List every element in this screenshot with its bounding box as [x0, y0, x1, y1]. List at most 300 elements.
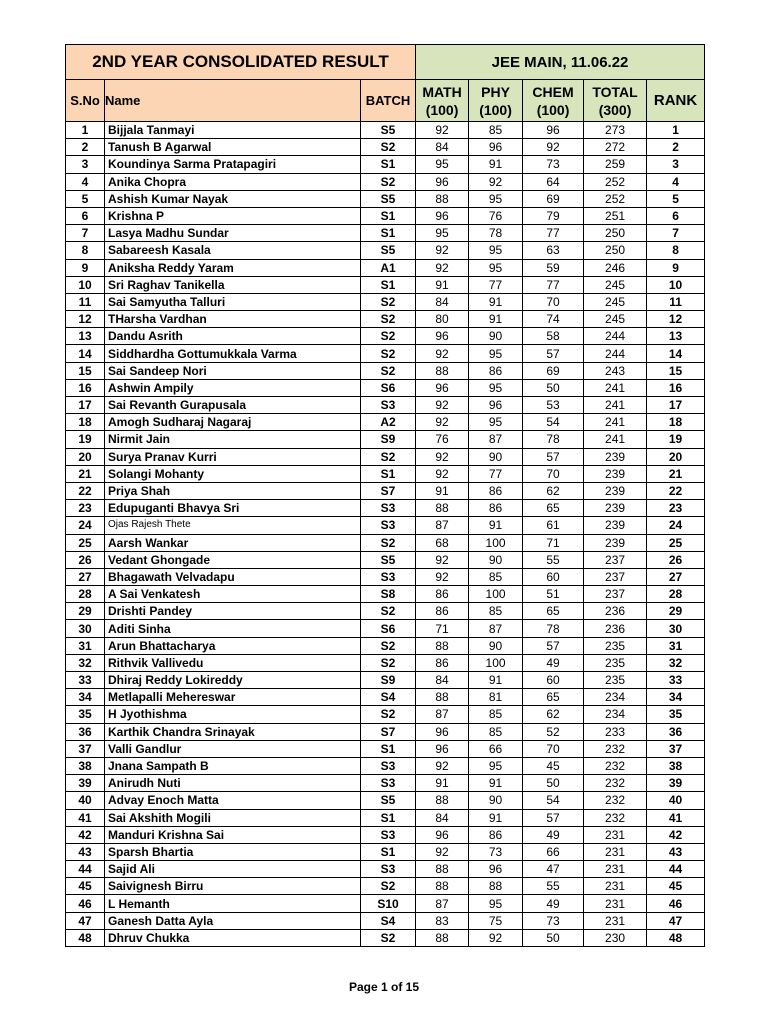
name-cell: L Hemanth	[105, 895, 361, 912]
sno-cell: 32	[66, 654, 105, 671]
header-math	[416, 80, 469, 122]
name-cell: Anika Chopra	[105, 173, 361, 190]
math-cell: 68	[416, 534, 469, 551]
batch-cell: S2	[361, 929, 416, 946]
batch-cell: S5	[361, 122, 416, 139]
chem-cell: 63	[523, 242, 584, 259]
math-cell: 88	[416, 792, 469, 809]
math-cell: 86	[416, 586, 469, 603]
header-name: Name	[105, 80, 361, 122]
sno-cell: 8	[66, 242, 105, 259]
batch-cell: S5	[361, 792, 416, 809]
phy-cell: 73	[469, 843, 523, 860]
chem-cell: 54	[523, 792, 584, 809]
math-cell: 91	[416, 482, 469, 499]
sno-cell: 5	[66, 190, 105, 207]
phy-cell: 90	[469, 551, 523, 568]
batch-cell: S7	[361, 482, 416, 499]
math-cell: 88	[416, 861, 469, 878]
chem-cell: 55	[523, 878, 584, 895]
sno-cell: 37	[66, 740, 105, 757]
math-cell: 92	[416, 448, 469, 465]
sno-cell: 38	[66, 757, 105, 774]
table-row	[66, 362, 705, 379]
rank-cell: 48	[647, 929, 705, 946]
batch-cell: S2	[361, 173, 416, 190]
batch-cell: S3	[361, 568, 416, 585]
sno-cell: 21	[66, 465, 105, 482]
phy-cell: 66	[469, 740, 523, 757]
batch-cell: S2	[361, 345, 416, 362]
name-cell: Metlapalli Mehereswar	[105, 689, 361, 706]
math-cell: 92	[416, 414, 469, 431]
batch-cell: S2	[361, 362, 416, 379]
phy-cell: 86	[469, 482, 523, 499]
total-cell: 246	[584, 259, 647, 276]
batch-cell: S10	[361, 895, 416, 912]
table-row	[66, 586, 705, 603]
chem-cell: 57	[523, 345, 584, 362]
rank-cell: 4	[647, 173, 705, 190]
sno-cell: 10	[66, 276, 105, 293]
batch-cell: S9	[361, 672, 416, 689]
batch-cell: S9	[361, 431, 416, 448]
name-cell: Arun Bhattacharya	[105, 637, 361, 654]
table-row	[66, 207, 705, 224]
rank-cell: 27	[647, 568, 705, 585]
table-row	[66, 414, 705, 431]
table-row	[66, 190, 705, 207]
sno-cell: 23	[66, 500, 105, 517]
rank-cell: 30	[647, 620, 705, 637]
batch-cell: A2	[361, 414, 416, 431]
phy-cell: 91	[469, 156, 523, 173]
header-batch: BATCH	[361, 80, 416, 122]
table-row	[66, 551, 705, 568]
chem-cell: 57	[523, 809, 584, 826]
batch-cell: S1	[361, 156, 416, 173]
name-cell: Krishna P	[105, 207, 361, 224]
sno-cell: 48	[66, 929, 105, 946]
sno-cell: 14	[66, 345, 105, 362]
rank-cell: 3	[647, 156, 705, 173]
phy-cell: 77	[469, 276, 523, 293]
name-cell: Dandu Asrith	[105, 328, 361, 345]
batch-cell: S3	[361, 397, 416, 414]
name-cell: THarsha Vardhan	[105, 311, 361, 328]
chem-cell: 50	[523, 379, 584, 396]
math-cell: 84	[416, 293, 469, 310]
table-row	[66, 878, 705, 895]
name-cell: Priya Shah	[105, 482, 361, 499]
result-table	[65, 44, 705, 947]
rank-cell: 14	[647, 345, 705, 362]
rank-cell: 32	[647, 654, 705, 671]
total-cell: 231	[584, 878, 647, 895]
math-cell: 87	[416, 895, 469, 912]
math-cell: 92	[416, 345, 469, 362]
math-cell: 83	[416, 912, 469, 929]
chem-cell: 47	[523, 861, 584, 878]
name-cell: Aditi Sinha	[105, 620, 361, 637]
math-cell: 92	[416, 242, 469, 259]
total-cell: 237	[584, 568, 647, 585]
chem-cell: 49	[523, 654, 584, 671]
table-row	[66, 173, 705, 190]
rank-cell: 17	[647, 397, 705, 414]
name-cell: Edupuganti Bhavya Sri	[105, 500, 361, 517]
batch-cell: S2	[361, 448, 416, 465]
name-cell: Sai Akshith Mogili	[105, 809, 361, 826]
name-cell: Sajid Ali	[105, 861, 361, 878]
total-cell: 252	[584, 190, 647, 207]
name-cell: Sabareesh Kasala	[105, 242, 361, 259]
total-cell: 241	[584, 431, 647, 448]
name-cell: Vedant Ghongade	[105, 551, 361, 568]
chem-cell: 54	[523, 414, 584, 431]
math-cell: 92	[416, 843, 469, 860]
phy-cell: 91	[469, 517, 523, 534]
chem-cell: 57	[523, 637, 584, 654]
rank-cell: 26	[647, 551, 705, 568]
batch-cell: S6	[361, 620, 416, 637]
math-cell: 92	[416, 757, 469, 774]
rank-cell: 34	[647, 689, 705, 706]
name-cell: Sparsh Bhartia	[105, 843, 361, 860]
sno-cell: 12	[66, 311, 105, 328]
total-cell: 244	[584, 328, 647, 345]
math-cell: 92	[416, 551, 469, 568]
batch-cell: S1	[361, 276, 416, 293]
name-cell: Surya Pranav Kurri	[105, 448, 361, 465]
result-title: 2ND YEAR CONSOLIDATED RESULT	[66, 45, 416, 80]
exam-label: JEE MAIN, 11.06.22	[416, 45, 705, 80]
math-cell: 80	[416, 311, 469, 328]
total-cell: 245	[584, 293, 647, 310]
table-row	[66, 397, 705, 414]
total-cell: 231	[584, 912, 647, 929]
total-cell: 231	[584, 826, 647, 843]
chem-cell: 74	[523, 311, 584, 328]
table-row	[66, 156, 705, 173]
name-cell: A Sai Venkatesh	[105, 586, 361, 603]
result-rows	[66, 122, 705, 947]
header-math-max: (100)	[425, 101, 459, 118]
header-math-label: MATH	[422, 83, 462, 100]
batch-cell: S3	[361, 500, 416, 517]
phy-cell: 95	[469, 414, 523, 431]
total-cell: 232	[584, 775, 647, 792]
rank-cell: 23	[647, 500, 705, 517]
chem-cell: 52	[523, 723, 584, 740]
total-cell: 273	[584, 122, 647, 139]
table-row	[66, 740, 705, 757]
table-row	[66, 637, 705, 654]
header-chem	[523, 80, 584, 122]
header-phy	[469, 80, 523, 122]
phy-cell: 85	[469, 723, 523, 740]
total-cell: 239	[584, 465, 647, 482]
name-cell: Siddhardha Gottumukkala Varma	[105, 345, 361, 362]
total-cell: 234	[584, 689, 647, 706]
sno-cell: 26	[66, 551, 105, 568]
phy-cell: 95	[469, 895, 523, 912]
math-cell: 96	[416, 826, 469, 843]
batch-cell: S5	[361, 551, 416, 568]
total-cell: 237	[584, 551, 647, 568]
header-rank: RANK	[647, 80, 705, 122]
total-cell: 232	[584, 757, 647, 774]
batch-cell: S2	[361, 293, 416, 310]
batch-cell: S1	[361, 809, 416, 826]
sno-cell: 39	[66, 775, 105, 792]
math-cell: 92	[416, 259, 469, 276]
table-row	[66, 843, 705, 860]
rank-cell: 1	[647, 122, 705, 139]
rank-cell: 44	[647, 861, 705, 878]
table-row	[66, 792, 705, 809]
sno-cell: 47	[66, 912, 105, 929]
table-row	[66, 431, 705, 448]
sno-cell: 36	[66, 723, 105, 740]
chem-cell: 79	[523, 207, 584, 224]
name-cell: Aarsh Wankar	[105, 534, 361, 551]
total-cell: 239	[584, 448, 647, 465]
batch-cell: S5	[361, 242, 416, 259]
sno-cell: 4	[66, 173, 105, 190]
chem-cell: 50	[523, 775, 584, 792]
sno-cell: 20	[66, 448, 105, 465]
math-cell: 88	[416, 929, 469, 946]
batch-cell: S2	[361, 637, 416, 654]
phy-cell: 95	[469, 345, 523, 362]
rank-cell: 45	[647, 878, 705, 895]
name-cell: Ashwin Ampily	[105, 379, 361, 396]
math-cell: 96	[416, 379, 469, 396]
rank-cell: 24	[647, 517, 705, 534]
chem-cell: 73	[523, 912, 584, 929]
name-cell: Karthik Chandra Srinayak	[105, 723, 361, 740]
batch-cell: S2	[361, 603, 416, 620]
phy-cell: 95	[469, 242, 523, 259]
header-chem-label: CHEM	[532, 83, 574, 100]
phy-cell: 77	[469, 465, 523, 482]
chem-cell: 65	[523, 603, 584, 620]
table-row	[66, 757, 705, 774]
rank-cell: 29	[647, 603, 705, 620]
math-cell: 92	[416, 122, 469, 139]
header-total-max: (300)	[598, 101, 632, 118]
table-row	[66, 929, 705, 946]
table-row	[66, 500, 705, 517]
math-cell: 71	[416, 620, 469, 637]
table-row	[66, 568, 705, 585]
batch-cell: S2	[361, 706, 416, 723]
phy-cell: 76	[469, 207, 523, 224]
rank-cell: 7	[647, 225, 705, 242]
batch-cell: S1	[361, 843, 416, 860]
rank-cell: 20	[647, 448, 705, 465]
chem-cell: 65	[523, 500, 584, 517]
table-row	[66, 706, 705, 723]
phy-cell: 100	[469, 654, 523, 671]
header-phy-label: PHY	[481, 83, 510, 100]
rank-cell: 38	[647, 757, 705, 774]
table-row	[66, 345, 705, 362]
table-row	[66, 861, 705, 878]
sno-cell: 43	[66, 843, 105, 860]
header-chem-max: (100)	[536, 101, 570, 118]
math-cell: 86	[416, 603, 469, 620]
rank-cell: 33	[647, 672, 705, 689]
phy-cell: 81	[469, 689, 523, 706]
chem-cell: 70	[523, 465, 584, 482]
phy-cell: 100	[469, 586, 523, 603]
math-cell: 87	[416, 706, 469, 723]
name-cell: Ganesh Datta Ayla	[105, 912, 361, 929]
name-cell: Ojas Rajesh Thete	[105, 517, 361, 534]
math-cell: 88	[416, 500, 469, 517]
total-cell: 236	[584, 603, 647, 620]
sno-cell: 27	[66, 568, 105, 585]
batch-cell: S2	[361, 654, 416, 671]
table-row	[66, 448, 705, 465]
sno-cell: 6	[66, 207, 105, 224]
rank-cell: 10	[647, 276, 705, 293]
rank-cell: 25	[647, 534, 705, 551]
phy-cell: 78	[469, 225, 523, 242]
rank-cell: 36	[647, 723, 705, 740]
name-cell: Solangi Mohanty	[105, 465, 361, 482]
phy-cell: 92	[469, 173, 523, 190]
math-cell: 92	[416, 568, 469, 585]
phy-cell: 96	[469, 861, 523, 878]
table-row	[66, 242, 705, 259]
math-cell: 96	[416, 740, 469, 757]
chem-cell: 60	[523, 568, 584, 585]
name-cell: Valli Gandlur	[105, 740, 361, 757]
math-cell: 96	[416, 173, 469, 190]
name-cell: Nirmit Jain	[105, 431, 361, 448]
name-cell: Tanush B Agarwal	[105, 139, 361, 156]
batch-cell: S3	[361, 826, 416, 843]
math-cell: 88	[416, 637, 469, 654]
table-row	[66, 379, 705, 396]
table-row	[66, 465, 705, 482]
phy-cell: 95	[469, 259, 523, 276]
rank-cell: 9	[647, 259, 705, 276]
math-cell: 88	[416, 362, 469, 379]
chem-cell: 51	[523, 586, 584, 603]
math-cell: 91	[416, 775, 469, 792]
rank-cell: 8	[647, 242, 705, 259]
chem-cell: 70	[523, 293, 584, 310]
phy-cell: 91	[469, 809, 523, 826]
math-cell: 95	[416, 225, 469, 242]
total-cell: 251	[584, 207, 647, 224]
sno-cell: 3	[66, 156, 105, 173]
chem-cell: 69	[523, 190, 584, 207]
batch-cell: S1	[361, 207, 416, 224]
chem-cell: 77	[523, 225, 584, 242]
total-cell: 231	[584, 895, 647, 912]
total-cell: 232	[584, 740, 647, 757]
header-total	[584, 80, 647, 122]
table-row	[66, 775, 705, 792]
name-cell: Sai Sandeep Nori	[105, 362, 361, 379]
name-cell: H Jyothishma	[105, 706, 361, 723]
math-cell: 95	[416, 156, 469, 173]
rank-cell: 13	[647, 328, 705, 345]
rank-cell: 35	[647, 706, 705, 723]
sno-cell: 34	[66, 689, 105, 706]
sno-cell: 33	[66, 672, 105, 689]
name-cell: Lasya Madhu Sundar	[105, 225, 361, 242]
table-row	[66, 534, 705, 551]
rank-cell: 21	[647, 465, 705, 482]
chem-cell: 64	[523, 173, 584, 190]
sno-cell: 40	[66, 792, 105, 809]
chem-cell: 73	[523, 156, 584, 173]
phy-cell: 85	[469, 122, 523, 139]
table-row	[66, 723, 705, 740]
name-cell: Dhiraj Reddy Lokireddy	[105, 672, 361, 689]
rank-cell: 19	[647, 431, 705, 448]
rank-cell: 31	[647, 637, 705, 654]
chem-cell: 65	[523, 689, 584, 706]
batch-cell: S1	[361, 465, 416, 482]
chem-cell: 50	[523, 929, 584, 946]
chem-cell: 77	[523, 276, 584, 293]
total-cell: 233	[584, 723, 647, 740]
name-cell: Koundinya Sarma Pratapagiri	[105, 156, 361, 173]
batch-cell: S2	[361, 139, 416, 156]
math-cell: 87	[416, 517, 469, 534]
table-row	[66, 517, 705, 534]
batch-cell: S2	[361, 311, 416, 328]
math-cell: 96	[416, 723, 469, 740]
total-cell: 237	[584, 586, 647, 603]
total-cell: 235	[584, 654, 647, 671]
phy-cell: 87	[469, 620, 523, 637]
total-cell: 235	[584, 637, 647, 654]
chem-cell: 57	[523, 448, 584, 465]
total-cell: 239	[584, 517, 647, 534]
phy-cell: 85	[469, 706, 523, 723]
sno-cell: 18	[66, 414, 105, 431]
math-cell: 88	[416, 689, 469, 706]
batch-cell: S3	[361, 517, 416, 534]
sno-cell: 15	[66, 362, 105, 379]
math-cell: 84	[416, 672, 469, 689]
sno-cell: 11	[66, 293, 105, 310]
table-row	[66, 225, 705, 242]
chem-cell: 78	[523, 620, 584, 637]
name-cell: Dhruv Chukka	[105, 929, 361, 946]
phy-cell: 75	[469, 912, 523, 929]
phy-cell: 90	[469, 637, 523, 654]
chem-cell: 66	[523, 843, 584, 860]
chem-cell: 59	[523, 259, 584, 276]
phy-cell: 91	[469, 672, 523, 689]
phy-cell: 90	[469, 448, 523, 465]
batch-cell: S8	[361, 586, 416, 603]
table-row	[66, 826, 705, 843]
sno-cell: 16	[66, 379, 105, 396]
total-cell: 232	[584, 809, 647, 826]
total-cell: 252	[584, 173, 647, 190]
total-cell: 231	[584, 861, 647, 878]
